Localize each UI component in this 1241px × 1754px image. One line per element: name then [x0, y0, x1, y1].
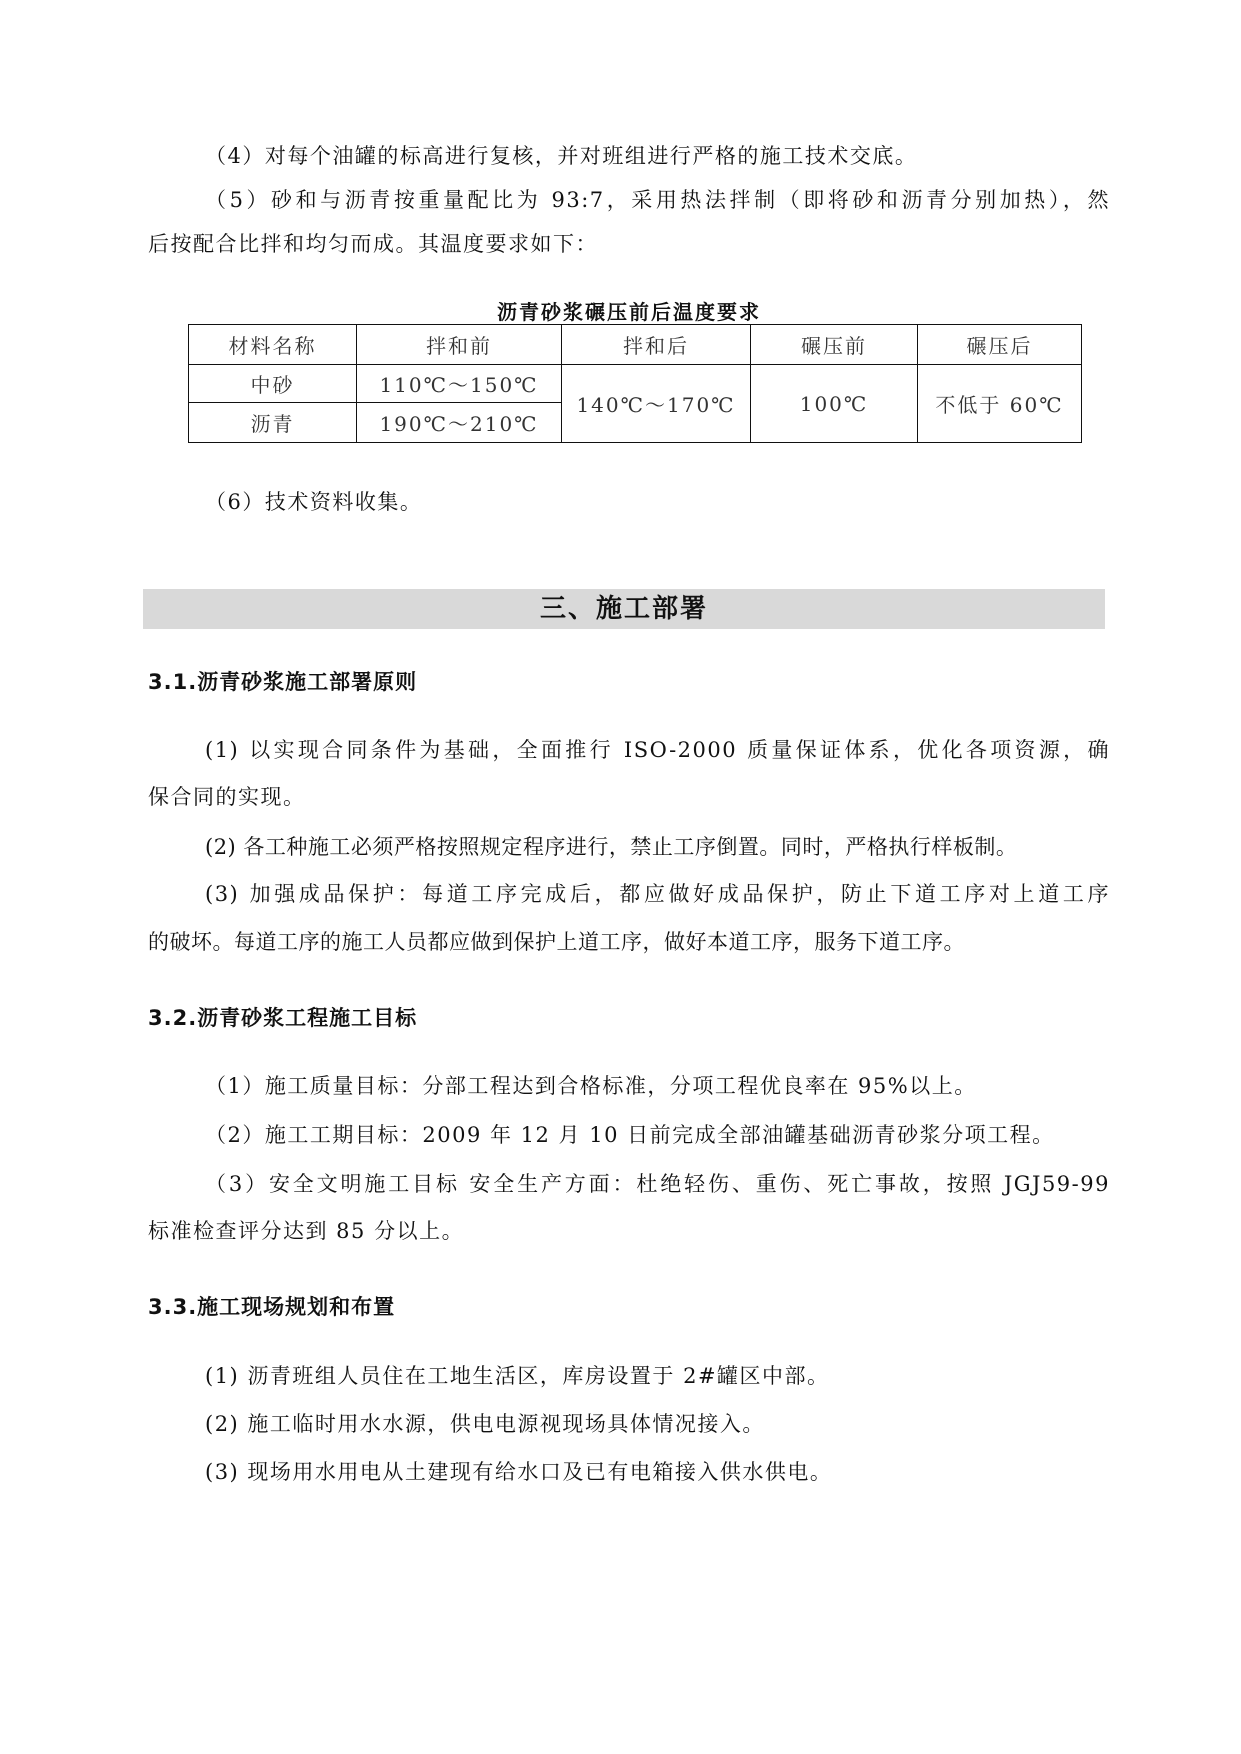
s32-item-1: （1）施工质量目标：分部工程达到合格标准，分项工程优良率在 95%以上。	[205, 1074, 977, 1098]
s31-item-2: (2) 各工种施工必须严格按照规定程序进行，禁止工序倒置。同时，严格执行样板制。	[205, 835, 1018, 859]
s33-item-1: (1) 沥青班组人员住在工地生活区，库房设置于 2#罐区中部。	[205, 1364, 830, 1388]
s33-item-2: (2) 施工临时用水水源，供电电源视现场具体情况接入。	[205, 1412, 765, 1436]
header-cell: 碾压前	[751, 325, 918, 365]
table-caption: 沥青砂浆碾压前后温度要求	[497, 300, 761, 324]
s32-item-2: （2）施工工期目标：2009 年 12 月 10 日前完成全部油罐基础沥青砂浆分项工程。	[205, 1123, 1055, 1147]
header-cell: 材料名称	[189, 325, 357, 365]
s32-item-3-line2: 标准检查评分达到 85 分以上。	[148, 1219, 465, 1243]
s31-item-3-line1: (3) 加强成品保护：每道工序完成后，都应做好成品保护，防止下道工序对上道工序	[205, 882, 1110, 906]
after-mix-cell: 140℃～170℃	[562, 365, 751, 443]
paragraph-item-5-line2: 后按配合比拌和均匀而成。其温度要求如下：	[148, 232, 598, 256]
table-row	[189, 365, 1082, 403]
table-header-row	[189, 325, 1082, 365]
before-roll-cell: 100℃	[751, 365, 918, 443]
material-cell: 中砂	[189, 365, 357, 403]
temperature-table	[188, 324, 1082, 443]
s31-item-1-line2: 保合同的实现。	[148, 785, 306, 809]
header-cell: 碾压后	[918, 325, 1082, 365]
header-cell: 拌和前	[357, 325, 562, 365]
heading-3-2: 3.2.沥青砂浆工程施工目标	[148, 1006, 418, 1030]
material-cell: 沥青	[189, 403, 357, 443]
heading-3-1: 3.1.沥青砂浆施工部署原则	[148, 670, 418, 694]
paragraph-item-5-line1: （5）砂和与沥青按重量配比为 93:7，采用热法拌制（即将砂和沥青分别加热），然	[205, 188, 1110, 212]
paragraph-item-4: （4）对每个油罐的标高进行复核，并对班组进行严格的施工技术交底。	[205, 144, 918, 168]
s33-item-3: (3) 现场用水用电从土建现有给水口及已有电箱接入供水供电。	[205, 1460, 833, 1484]
after-roll-cell: 不低于 60℃	[918, 365, 1082, 443]
heading-3-3: 3.3.施工现场规划和布置	[148, 1295, 396, 1319]
s32-item-3-line1: （3）安全文明施工目标 安全生产方面：杜绝轻伤、重伤、死亡事故，按照 JGJ59-99	[205, 1172, 1110, 1196]
s31-item-3-line2: 的破坏。每道工序的施工人员都应做到保护上道工序，做好本道工序，服务下道工序。	[148, 930, 965, 954]
s31-item-1-line1: (1) 以实现合同条件为基础，全面推行 ISO-2000 质量保证体系，优化各项资源，确	[205, 738, 1110, 762]
before-mix-cell: 190℃～210℃	[357, 403, 562, 443]
header-cell: 拌和后	[562, 325, 751, 365]
section-title: 三、施工部署	[539, 594, 708, 624]
before-mix-cell: 110℃～150℃	[357, 365, 562, 403]
paragraph-item-6: （6）技术资料收集。	[205, 490, 423, 514]
